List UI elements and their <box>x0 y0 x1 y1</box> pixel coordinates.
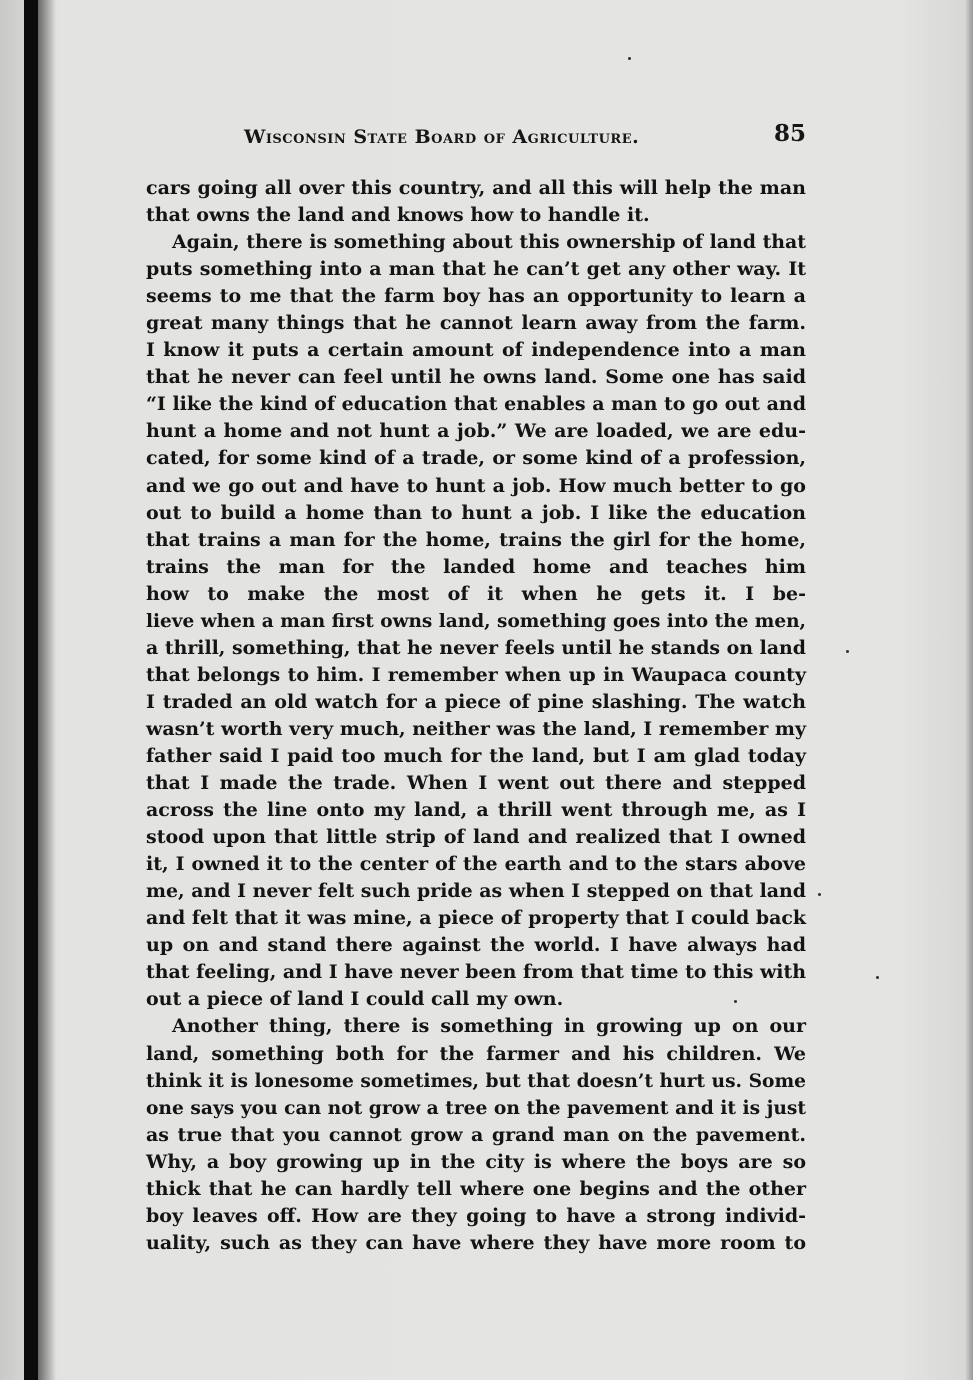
text-line: and felt that it was mine, a piece of property that I could back <box>146 907 806 930</box>
text-line: uality, such as they can have where they have more room to <box>146 1231 806 1254</box>
text-line: land, something both for the farmer and his children. We <box>146 1042 806 1065</box>
text-line: that trains a man for the home, trains the girl for the home, <box>146 528 806 551</box>
text-line: cars going all over this country, and all this will help the man <box>146 177 806 199</box>
text-line: that I made the trade. When I went out there and stepped <box>146 772 806 795</box>
text-line: out to build a home than to hunt a job. I like the education <box>146 501 806 524</box>
scan-speck <box>846 650 849 653</box>
text-line: father said I paid too much for the land, but I am glad today <box>146 744 806 767</box>
running-head: Wisconsin State Board of Agriculture. <box>244 126 640 148</box>
text-line: I traded an old watch for a piece of pine slashing. The watch <box>146 690 806 713</box>
book-binding-edge <box>24 0 38 1380</box>
text-line: that owns the land and knows how to handle it. <box>146 204 650 227</box>
text-line: seems to me that the farm boy has an opportunity to learn a <box>146 285 806 308</box>
page-right-edge <box>965 0 973 1380</box>
scan-speck <box>818 893 821 896</box>
text-line: up on and stand there against the world. I have always had <box>146 934 806 957</box>
text-line: Another thing, there is something in growing up on our <box>172 1015 806 1038</box>
text-line: that belongs to him. I remember when up in Waupaca county <box>146 663 806 686</box>
text-line: wasn’t worth very much, neither was the land, I remember my <box>146 717 806 740</box>
text-line: that feeling, and I have never been from that time to this with <box>146 961 806 984</box>
text-line: it, I owned it to the center of the earth and to the stars above <box>146 853 806 876</box>
text-line: one says you can not grow a tree on the pavement and it is just <box>146 1096 806 1119</box>
text-line: Again, there is something about this ownership of land that <box>172 231 806 254</box>
text-line: me, and I never felt such pride as when I stepped on that land <box>146 880 806 903</box>
text-line: great many things that he cannot learn away from the farm. <box>146 312 806 335</box>
text-line: out a piece of land I could call my own. <box>146 988 564 1011</box>
page-number: 85 <box>773 120 806 147</box>
scan-speck <box>628 57 631 60</box>
scan-speck <box>734 1000 737 1003</box>
binding-shadow <box>38 0 56 1380</box>
text-line: lieve when a man first owns land, something goes into the men, <box>146 610 806 632</box>
text-line: “I like the kind of education that enables a man to go out and <box>146 393 806 416</box>
text-line: thick that he can hardly tell where one begins and the other <box>146 1177 806 1200</box>
page-header <box>244 120 806 156</box>
text-line: how to make the most of it when he gets it. I be- <box>146 582 806 605</box>
text-line: hunt a home and not hunt a job.” We are loaded, we are edu- <box>146 420 806 443</box>
text-line: as true that you cannot grow a grand man on the pavement. <box>146 1123 806 1146</box>
text-line: cated, for some kind of a trade, or some kind of a profession, <box>146 447 806 470</box>
text-line: I know it puts a certain amount of independence into a man <box>146 339 806 362</box>
text-line: and we go out and have to hunt a job. How much better to go <box>146 474 806 497</box>
body-text <box>146 175 806 1257</box>
text-line: puts something into a man that he can’t get any other way. It <box>146 258 806 281</box>
text-line: trains the man for the landed home and teaches him <box>146 555 806 578</box>
text-line: that he never can feel until he owns land. Some one has said <box>146 366 806 389</box>
text-line: boy leaves off. How are they going to have a strong individ- <box>146 1204 806 1227</box>
scan-speck <box>876 976 879 979</box>
text-line: think it is lonesome sometimes, but that doesn’t hurt us. Some <box>146 1070 806 1092</box>
text-line: Why, a boy growing up in the city is where the boys are so <box>146 1150 806 1173</box>
text-line: across the line onto my land, a thrill went through me, as I <box>146 799 806 822</box>
text-line: stood upon that little strip of land and realized that I owned <box>146 826 806 849</box>
text-line: a thrill, something, that he never feels until he stands on land <box>146 636 806 659</box>
